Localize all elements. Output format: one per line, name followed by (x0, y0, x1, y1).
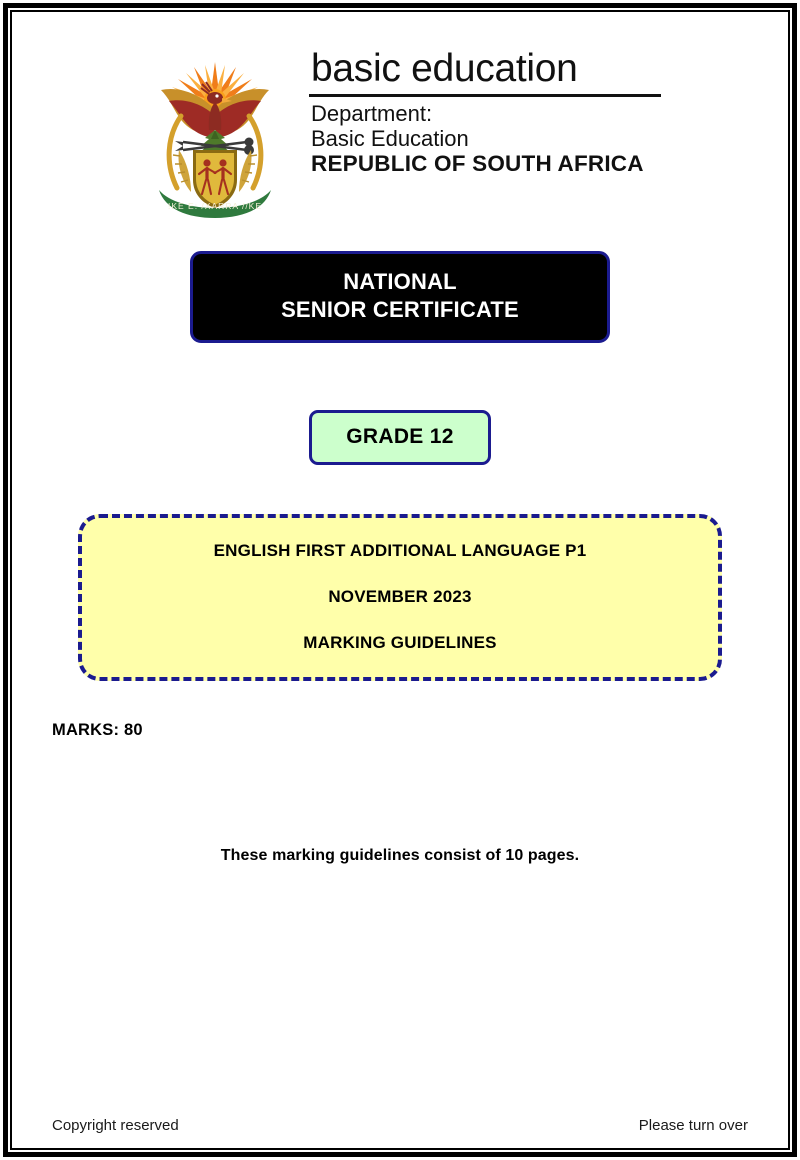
grade-box: GRADE 12 (309, 410, 491, 465)
marks-label: MARKS: 80 (52, 721, 143, 739)
grade-box-wrap (40, 410, 760, 465)
subject-details-box (78, 514, 722, 681)
page-outer-border (3, 3, 797, 1157)
subject-name: ENGLISH FIRST ADDITIONAL LANGUAGE P1 (213, 541, 587, 560)
national-senior-certificate-banner (190, 251, 610, 343)
page-inner-border (10, 10, 790, 1150)
letterhead (40, 12, 760, 220)
department-name: Basic Education (311, 126, 469, 151)
page-footer (12, 1117, 788, 1134)
certificate-banner-line-2: SENIOR CERTIFICATE (281, 297, 519, 322)
document-type: MARKING GUIDELINES (303, 633, 497, 652)
department-label: Department: (311, 101, 433, 126)
department-wordmark-block (309, 38, 661, 176)
exam-session: NOVEMBER 2023 (328, 587, 472, 606)
wordmark-divider (309, 94, 661, 97)
footer-copyright: Copyright reserved (52, 1117, 179, 1134)
page-content (12, 12, 788, 1148)
country-name: REPUBLIC OF SOUTH AFRICA (311, 151, 644, 176)
subject-box-wrap (40, 514, 760, 681)
south-african-coat-of-arms-icon (139, 38, 291, 220)
coat-of-arms-motto: !KE E: /XARRA //KE (167, 201, 263, 211)
basic-education-wordmark: basic education (311, 47, 578, 90)
certificate-banner-line-1: NATIONAL (343, 269, 457, 294)
page-count-note: These marking guidelines consist of 10 pages. (220, 847, 580, 864)
certificate-banner-wrap (40, 251, 760, 343)
footer-turn-over: Please turn over (638, 1117, 748, 1134)
